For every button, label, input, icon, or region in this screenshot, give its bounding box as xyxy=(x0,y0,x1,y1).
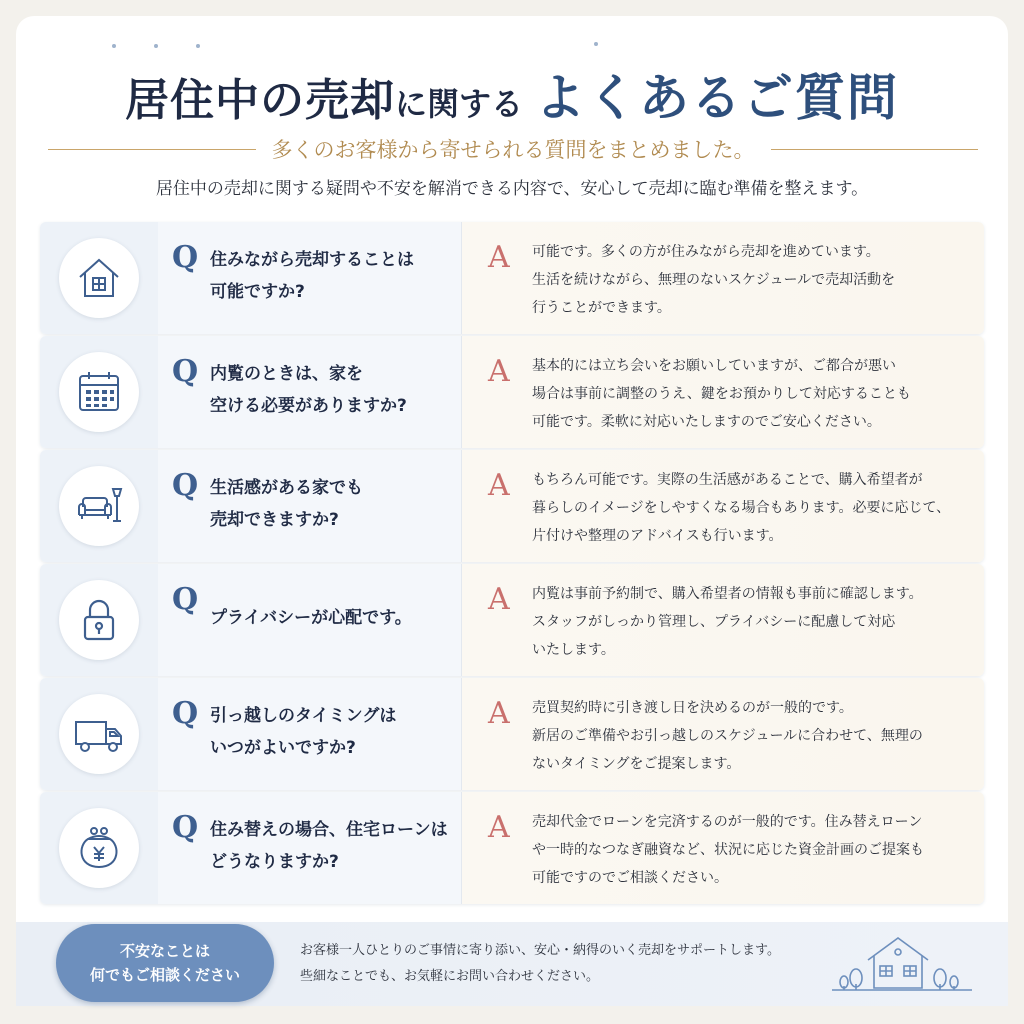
page-title xyxy=(0,58,1024,130)
question-mark: Q xyxy=(172,810,199,845)
answer-cell xyxy=(462,222,984,334)
answer-mark: A xyxy=(488,810,510,845)
footer-message: お客様一人ひとりのご事情に寄り添い、安心・納得のいく売却をサポートします。 些細なことでも、お気軽にお問い合わせください。 xyxy=(300,943,780,984)
decorative-dot xyxy=(594,42,598,46)
footer-banner xyxy=(16,922,1008,1006)
faq-icon-cell xyxy=(40,792,158,904)
decorative-dots xyxy=(112,44,200,48)
subtitle: 多くのお客様から寄せられる質問をまとめました。 xyxy=(271,138,755,162)
faq-icon-cell xyxy=(40,222,158,334)
question-cell xyxy=(158,450,462,562)
answer-mark: A xyxy=(488,696,510,731)
answer-cell xyxy=(462,678,984,790)
question-text: プライバシーが心配です。 xyxy=(210,608,412,628)
question-text: 引っ越しのタイミングは いつがよいですか? xyxy=(210,706,397,758)
faq-item xyxy=(40,564,984,676)
answer-mark: A xyxy=(488,582,510,617)
faq-list xyxy=(40,222,984,906)
answer-text: 内覧は事前予約制で、購入希望者の情報も事前に確認します。 スタッフがしっかり管理し、プライバシーに配慮して対応 いたします。 xyxy=(532,586,923,658)
house-icon xyxy=(59,238,139,318)
cta-line-1: 不安なことは xyxy=(119,942,210,960)
cta-line-2: 何でもご相談ください xyxy=(89,966,240,984)
lock-icon xyxy=(59,580,139,660)
faq-item xyxy=(40,792,984,904)
answer-text: 売買契約時に引き渡し日を決めるのが一般的です。 新居のご準備やお引っ越しのスケジュールに合わせて、無理の ないタイミングをご提案します。 xyxy=(532,700,923,772)
title-part-1: 居住中の売却 xyxy=(124,75,395,126)
question-mark: Q xyxy=(172,354,199,389)
question-text: 住み替えの場合、住宅ローンは どうなりますか? xyxy=(210,820,448,872)
lead-text: 居住中の売却に関する疑問や不安を解消できる内容で、安心して売却に臨む準備を整えます。 xyxy=(155,179,869,199)
question-mark: Q xyxy=(172,696,199,731)
answer-text: もちろん可能です。実際の生活感があることで、購入希望者が 暮らしのイメージをしやすくなる場合もあります。必要に応じて、 片付けや整理のアドバイスも行います。 xyxy=(532,472,951,544)
faq-item xyxy=(40,336,984,448)
question-cell xyxy=(158,792,462,904)
question-text: 住みながら売却することは 可能ですか? xyxy=(210,250,414,302)
answer-mark: A xyxy=(488,354,510,389)
answer-mark: A xyxy=(488,240,510,275)
question-text: 生活感がある家でも 売却できますか? xyxy=(210,478,363,530)
faq-icon-cell xyxy=(40,336,158,448)
consultation-cta-button[interactable] xyxy=(56,924,274,1002)
truck-icon xyxy=(59,694,139,774)
question-cell xyxy=(158,564,462,676)
question-cell xyxy=(158,678,462,790)
subtitle-row xyxy=(48,134,978,164)
faq-icon-cell xyxy=(40,678,158,790)
faq-icon-cell xyxy=(40,450,158,562)
house-with-trees-icon xyxy=(828,924,976,1002)
question-mark: Q xyxy=(172,468,199,503)
subtitle-rule-left xyxy=(48,149,256,150)
question-cell xyxy=(158,222,462,334)
faq-item xyxy=(40,222,984,334)
question-cell xyxy=(158,336,462,448)
answer-cell xyxy=(462,336,984,448)
faq-icon-cell xyxy=(40,564,158,676)
answer-mark: A xyxy=(488,468,510,503)
question-mark: Q xyxy=(172,582,199,617)
title-part-2: に関する xyxy=(394,85,523,123)
calendar-icon xyxy=(59,352,139,432)
answer-text: 可能です。多くの方が住みながら売却を進めています。 生活を続けながら、無理のないスケジュールで売却活動を 行うことができます。 xyxy=(532,244,896,316)
title-part-3: よくあるご質問 xyxy=(535,68,899,127)
answer-cell xyxy=(462,450,984,562)
faq-item xyxy=(40,678,984,790)
faq-item xyxy=(40,450,984,562)
sofa-lamp-icon xyxy=(59,466,139,546)
answer-text: 基本的には立ち会いをお願いしていますが、ご都合が悪い 場合は事前に調整のうえ、鍵をお預かりして対応することも 可能です。柔軟に対応いたしますのでご安心ください。 xyxy=(532,358,911,430)
question-text: 内覧のときは、家を 空ける必要がありますか? xyxy=(210,364,407,416)
answer-cell xyxy=(462,792,984,904)
yen-purse-icon xyxy=(59,808,139,888)
answer-text: 売却代金でローンを完済するのが一般的です。住み替えローン や一時的なつなぎ融資など、状況に応じた資金計画のご提案も 可能ですのでご相談ください。 xyxy=(532,814,924,886)
answer-cell xyxy=(462,564,984,676)
subtitle-rule-right xyxy=(771,149,979,150)
question-mark: Q xyxy=(172,240,199,275)
